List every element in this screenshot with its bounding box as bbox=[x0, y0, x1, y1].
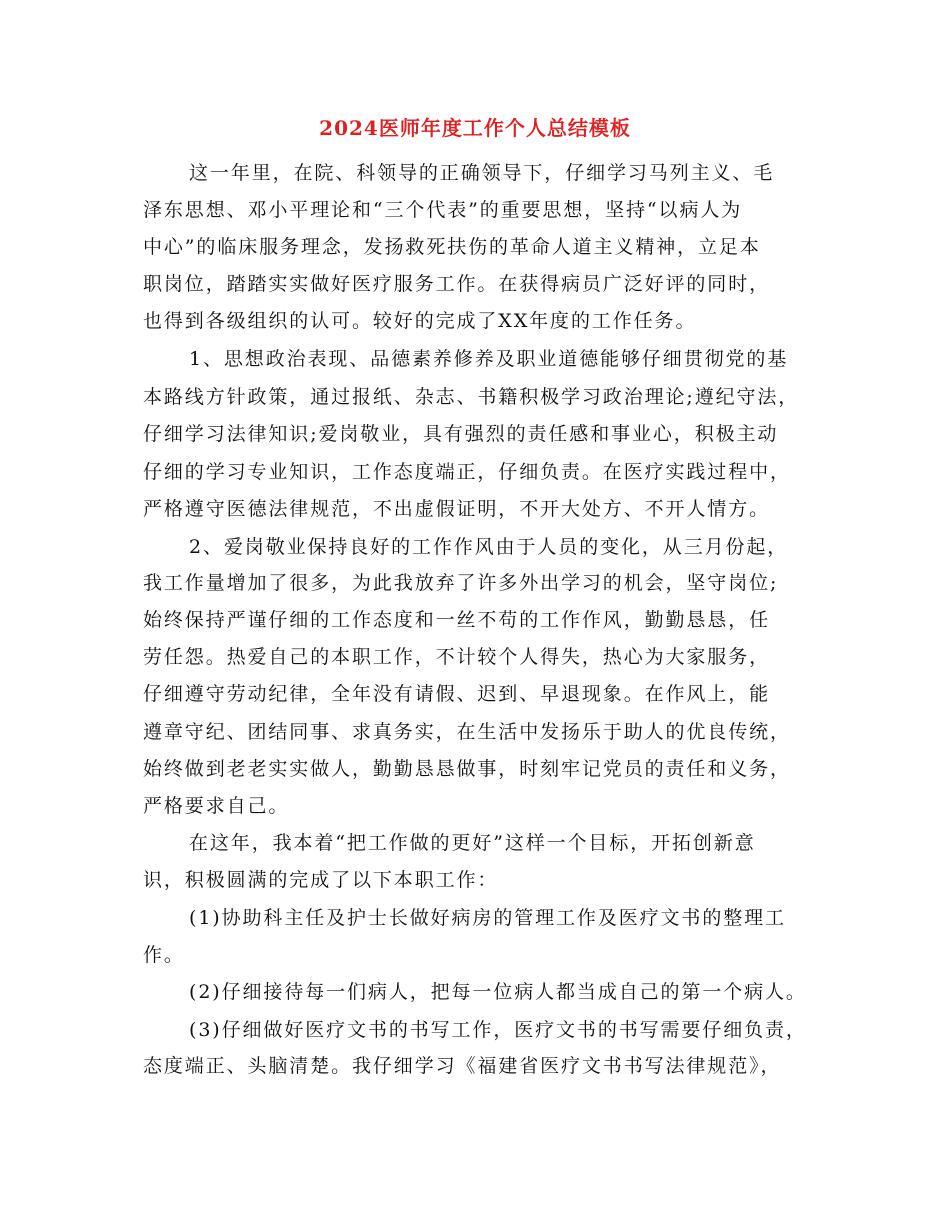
body-line: 严格遵守医德法律规范，不出虚假证明，不开大处方、不开人情方。 bbox=[143, 498, 771, 520]
document-title: 2024医师年度工作个人总结模板 bbox=[319, 116, 631, 140]
body-line: (2)仔细接待每一们病人，把每一位病人都当成自己的第一个病人。 bbox=[189, 981, 807, 1003]
body-line: 识，积极圆满的完成了以下本职工作： bbox=[143, 869, 499, 891]
body-line: 始终做到老老实实做人，勤勤恳恳做事，时刻牢记党员的责任和义务， bbox=[143, 758, 791, 780]
body-line: 遵章守纪、团结同事、求真务实，在生活中发扬乐于助人的优良传统， bbox=[143, 721, 791, 743]
body-line: 态度端正、头脑清楚。我仔细学习《福建省医疗文书书写法律规范》， bbox=[143, 1055, 782, 1077]
body-line: (1)协助科主任及护士长做好病房的管理工作及医疗文书的整理工 bbox=[189, 907, 786, 929]
body-line: 在这年，我本着“把工作做的更好”这样一个目标，开拓创新意 bbox=[189, 832, 756, 854]
body-line: 职岗位，踏踏实实做好医疗服务工作。在获得病员广泛好评的同时， bbox=[143, 273, 771, 295]
body-line: 仔细遵守劳动纪律，全年没有请假、迟到、早退现象。在作风上，能 bbox=[143, 683, 771, 705]
body-line: (3)仔细做好医疗文书的书写工作，医疗文书的书写需要仔细负责， bbox=[189, 1019, 807, 1041]
body-line: 中心”的临床服务理念，发扬救死扶伤的革命人道主义精神，立足本 bbox=[143, 236, 761, 258]
body-line: 始终保持严谨仔细的工作态度和一丝不苟的工作作风，勤勤恳恳，任 bbox=[143, 609, 771, 631]
body-line: 也得到各级组织的认可。较好的完成了XX年度的工作任务。 bbox=[143, 310, 697, 332]
body-line: 这一年里，在院、科领导的正确领导下，仔细学习马列主义、毛 bbox=[189, 162, 775, 184]
body-line: 1、思想政治表现、品德素养修养及职业道德能够仔细贯彻党的基 bbox=[189, 348, 789, 370]
body-line: 2、爱岗敬业保持良好的工作作风由于人员的变化，从三月份起， bbox=[189, 536, 789, 558]
body-line: 我工作量增加了很多，为此我放弃了许多外出学习的机会，坚守岗位; bbox=[143, 572, 779, 594]
body-line: 严格要求自己。 bbox=[143, 795, 290, 817]
body-line: 泽东思想、邓小平理论和“三个代表”的重要思想，坚持“以病人为 bbox=[143, 199, 743, 221]
body-line: 作。 bbox=[143, 944, 185, 966]
body-line: 仔细学习法律知识;爱岗敬业，具有强烈的责任感和事业心，积极主动 bbox=[143, 423, 779, 445]
body-line: 本路线方针政策，通过报纸、杂志、书籍积极学习政治理论;遵纪守法， bbox=[143, 386, 800, 408]
body-line: 劳任怨。热爱自己的本职工作，不计较个人得失，热心为大家服务， bbox=[143, 646, 771, 668]
body-line: 仔细的学习专业知识，工作态度端正，仔细负责。在医疗实践过程中， bbox=[143, 461, 791, 483]
